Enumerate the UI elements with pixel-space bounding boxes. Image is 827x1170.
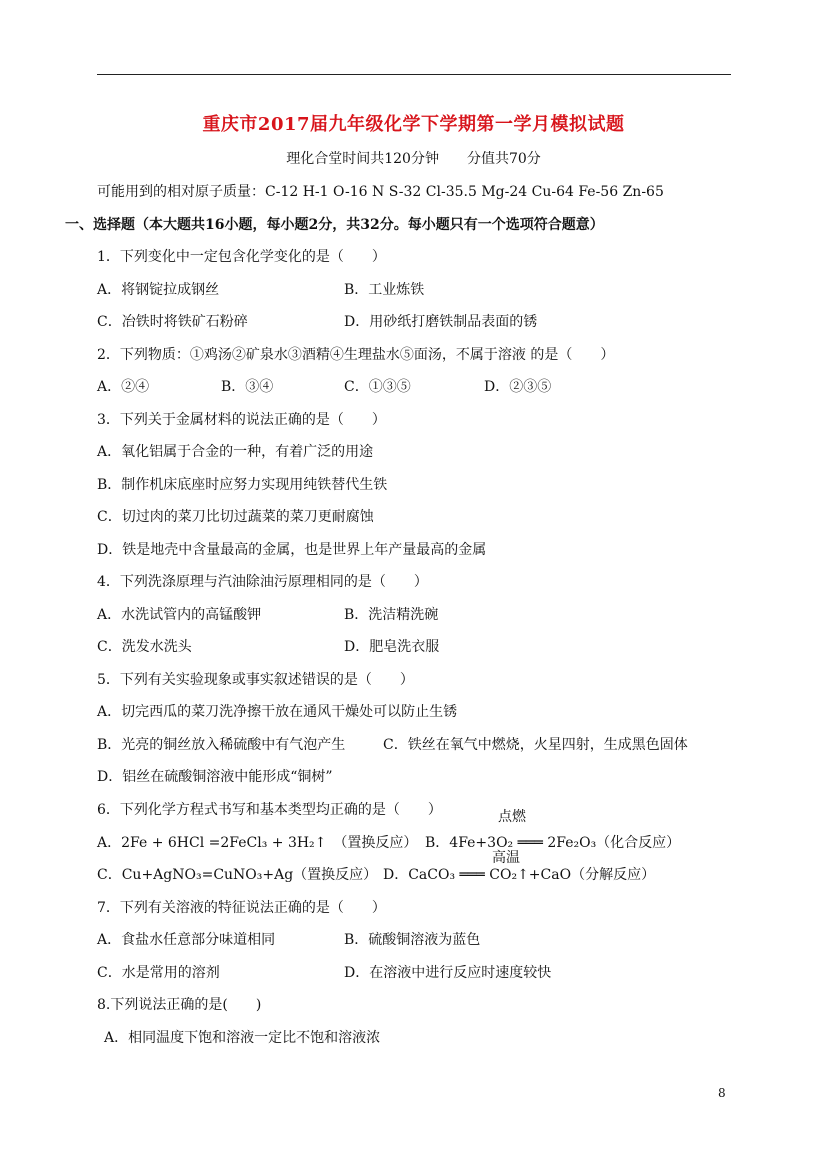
question-4-option-d: D．肥皂洗衣服	[344, 639, 440, 655]
question-8-option-a: A．相同温度下饱和溶液一定比不饱和溶液浓	[104, 1030, 381, 1046]
question-3-option-c: C．切过肉的菜刀比切过蔬菜的菜刀更耐腐蚀	[97, 509, 374, 525]
question-2-option-d: D．②③⑤	[484, 379, 552, 395]
question-4-option-b: B．洗洁精洗碗	[344, 607, 439, 623]
question-1-option-c: C．冶铁时将铁矿石粉碎	[97, 314, 248, 330]
question-6-option-b: B．4Fe+3O₂ ═══ 2Fe₂O₃（化合反应）	[425, 835, 681, 851]
question-7-option-c: C．水是常用的溶剂	[97, 965, 220, 981]
question-5-option-d: D．铝丝在硫酸铜溶液中能形成“铜树”	[97, 769, 333, 785]
reaction-condition-ignite: 点燃	[498, 809, 526, 825]
question-3-option-a: A．氧化铝属于合金的一种，有着广泛的用途	[97, 444, 374, 460]
question-6-stem: 6．下列化学方程式书写和基本类型均正确的是（ ）	[97, 802, 442, 818]
page-number: 8	[718, 1086, 726, 1100]
question-4-stem: 4．下列洗涤原理与汽油除油污原理相同的是（ ）	[97, 574, 428, 590]
question-7-option-b: B．硫酸铜溶液为蓝色	[344, 932, 481, 948]
question-3-stem: 3．下列关于金属材料的说法正确的是（ ）	[97, 412, 386, 428]
question-6-option-a: A．2Fe + 6HCl =2FeCl₃ + 3H₂↑ （置换反应）	[97, 835, 418, 851]
question-5-stem: 5．下列有关实验现象或事实叙述错误的是（ ）	[97, 672, 414, 688]
question-4-option-a: A．水洗试管内的高锰酸钾	[97, 607, 262, 623]
question-2-stem: 2．下列物质：①鸡汤②矿泉水③酒精④生理盐水⑤面汤，不属于溶液 的是（ ）	[97, 347, 615, 363]
question-7-option-a: A．食盐水任意部分味道相同	[97, 932, 276, 948]
question-4-option-c: C．洗发水洗头	[97, 639, 192, 655]
question-6-option-d: D．CaCO₃ ═══ CO₂↑+CaO（分解反应）	[383, 867, 656, 883]
question-5-option-b: B．光亮的铜丝放入稀硫酸中有气泡产生	[97, 737, 346, 753]
exam-time-info: 理化合堂时间共120分钟 分值共70分	[286, 151, 541, 167]
question-2-option-a: A．②④	[97, 379, 150, 395]
section-heading: 一、选择题（本大题共16小题，每小题2分，共32分。每小题只有一个选项符合题意）	[65, 217, 604, 233]
question-7-option-d: D．在溶液中进行反应时速度较快	[344, 965, 552, 981]
header-rule	[97, 74, 731, 75]
question-1-stem: 1．下列变化中一定包含化学变化的是（ ）	[97, 249, 386, 265]
question-2-option-b: B．③④	[221, 379, 274, 395]
reaction-condition-high-temp: 高温	[492, 850, 520, 866]
question-8-stem: 8.下列说法正确的是( )	[97, 997, 262, 1013]
question-3-option-b: B．制作机床底座时应努力实现用纯铁替代生铁	[97, 477, 388, 493]
question-6-option-c: C．Cu+AgNO₃=CuNO₃+Ag（置换反应）	[97, 867, 378, 883]
question-5-option-a: A．切完西瓜的菜刀洗净擦干放在通风干燥处可以防止生锈	[97, 704, 458, 720]
question-1-option-a: A．将钢锭拉成钢丝	[97, 282, 220, 298]
question-2-option-c: C．①③⑤	[344, 379, 411, 395]
document-title: 重庆市2017届九年级化学下学期第一学月模拟试题	[202, 114, 625, 135]
question-5-option-c: C．铁丝在氧气中燃烧，火星四射，生成黑色固体	[383, 737, 688, 753]
question-1-option-b: B．工业炼铁	[344, 282, 425, 298]
question-7-stem: 7．下列有关溶液的特征说法正确的是（ ）	[97, 900, 386, 916]
question-1-option-d: D．用砂纸打磨铁制品表面的锈	[344, 314, 538, 330]
question-3-option-d: D．铁是地壳中含量最高的金属，也是世界上年产量最高的金属	[97, 542, 487, 558]
atomic-masses: 可能用到的相对原子质量：C-12 H-1 O-16 N S-32 Cl-35.5 Mg-24 Cu-64 Fe-56 Zn-65	[97, 184, 664, 200]
